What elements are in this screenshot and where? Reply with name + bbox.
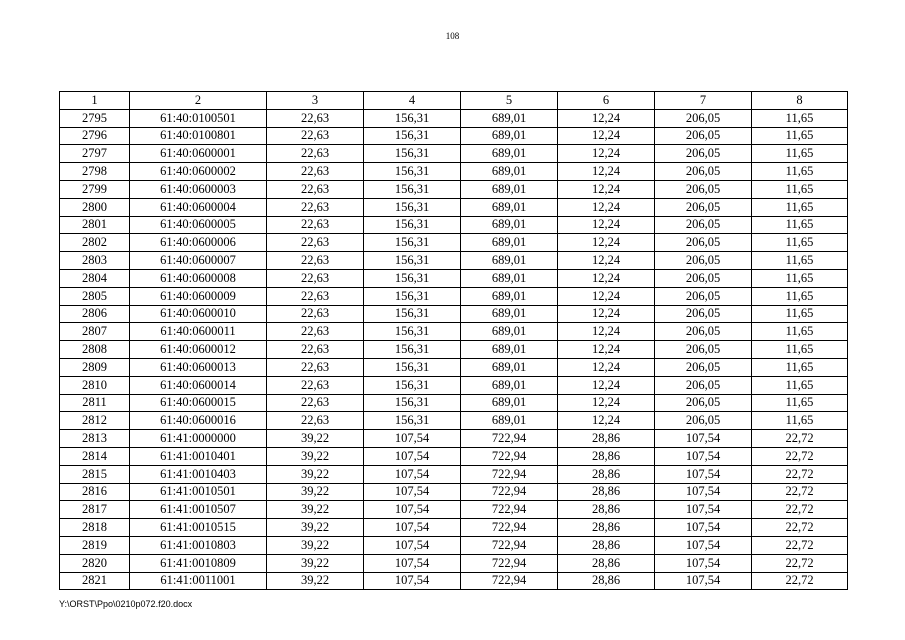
table-cell: 11,65 (752, 376, 848, 394)
table-cell: 12,24 (558, 163, 655, 181)
table-cell: 107,54 (364, 519, 461, 537)
table-cell: 156,31 (364, 145, 461, 163)
table-cell: 22,63 (267, 109, 364, 127)
table-cell: 722,94 (461, 554, 558, 572)
table-cell: 2801 (60, 216, 130, 234)
table-cell: 689,01 (461, 269, 558, 287)
table-cell: 22,72 (752, 572, 848, 590)
table-cell: 206,05 (655, 163, 752, 181)
table-cell: 61:40:0600014 (130, 376, 267, 394)
table-row (60, 572, 848, 590)
table-cell: 2800 (60, 198, 130, 216)
table-cell: 39,22 (267, 519, 364, 537)
table-cell: 39,22 (267, 483, 364, 501)
table-cell: 2798 (60, 163, 130, 181)
table-cell: 722,94 (461, 483, 558, 501)
table-row (60, 269, 848, 287)
table-row (60, 216, 848, 234)
table-cell: 61:40:0600007 (130, 252, 267, 270)
table-cell: 61:41:0010515 (130, 519, 267, 537)
table-cell: 12,24 (558, 269, 655, 287)
table-cell: 2809 (60, 358, 130, 376)
table-cell: 39,22 (267, 447, 364, 465)
table-cell: 22,63 (267, 163, 364, 181)
table-cell: 28,86 (558, 519, 655, 537)
table-cell: 39,22 (267, 572, 364, 590)
table-cell: 206,05 (655, 394, 752, 412)
table-cell: 22,63 (267, 252, 364, 270)
table-cell: 12,24 (558, 412, 655, 430)
table-cell: 689,01 (461, 376, 558, 394)
table-cell: 22,72 (752, 501, 848, 519)
table-cell: 12,24 (558, 216, 655, 234)
table-cell: 22,72 (752, 430, 848, 448)
table-cell: 22,72 (752, 465, 848, 483)
table-cell: 156,31 (364, 376, 461, 394)
table-cell: 689,01 (461, 109, 558, 127)
table-row (60, 394, 848, 412)
table-cell: 28,86 (558, 465, 655, 483)
table-cell: 689,01 (461, 287, 558, 305)
table-cell: 11,65 (752, 305, 848, 323)
footer-file-path: Y:\ORST\Ppo\0210p072.f20.docx (59, 599, 193, 609)
table-cell: 2807 (60, 323, 130, 341)
table-cell: 61:40:0600015 (130, 394, 267, 412)
table-cell: 2806 (60, 305, 130, 323)
table-cell: 11,65 (752, 198, 848, 216)
table-cell: 61:41:0011001 (130, 572, 267, 590)
table-row (60, 180, 848, 198)
table-cell: 107,54 (655, 483, 752, 501)
table-cell: 206,05 (655, 127, 752, 145)
table-cell: 22,63 (267, 412, 364, 430)
table-cell: 11,65 (752, 252, 848, 270)
table-cell: 722,94 (461, 447, 558, 465)
table-cell: 722,94 (461, 572, 558, 590)
table-row (60, 305, 848, 323)
table-cell: 722,94 (461, 519, 558, 537)
table-cell: 689,01 (461, 234, 558, 252)
table-row (60, 412, 848, 430)
table-cell: 39,22 (267, 554, 364, 572)
table-cell: 61:41:0010403 (130, 465, 267, 483)
table-cell: 11,65 (752, 323, 848, 341)
table-row (60, 447, 848, 465)
table-cell: 12,24 (558, 127, 655, 145)
table-row (60, 483, 848, 501)
table-cell: 22,63 (267, 287, 364, 305)
table-cell: 12,24 (558, 323, 655, 341)
table-cell: 11,65 (752, 127, 848, 145)
table-row (60, 554, 848, 572)
table-cell: 12,24 (558, 341, 655, 359)
table-cell: 107,54 (364, 483, 461, 501)
table-cell: 61:40:0600009 (130, 287, 267, 305)
table-cell: 206,05 (655, 234, 752, 252)
table-cell: 61:41:0010803 (130, 536, 267, 554)
header-row (60, 92, 848, 110)
table-cell: 22,63 (267, 394, 364, 412)
table-cell: 22,63 (267, 305, 364, 323)
table-cell: 206,05 (655, 412, 752, 430)
table-cell: 206,05 (655, 323, 752, 341)
table-cell: 156,31 (364, 216, 461, 234)
table-row (60, 145, 848, 163)
table-cell: 206,05 (655, 145, 752, 163)
table-row (60, 465, 848, 483)
table-cell: 107,54 (655, 465, 752, 483)
table-cell: 689,01 (461, 305, 558, 323)
table-cell: 11,65 (752, 180, 848, 198)
table-cell: 156,31 (364, 109, 461, 127)
table-row (60, 287, 848, 305)
column-header-3: 3 (267, 92, 364, 110)
table-cell: 61:40:0600003 (130, 180, 267, 198)
table-cell: 107,54 (655, 536, 752, 554)
table-cell: 11,65 (752, 234, 848, 252)
table-cell: 61:40:0600010 (130, 305, 267, 323)
table-cell: 2818 (60, 519, 130, 537)
table-cell: 61:40:0600001 (130, 145, 267, 163)
table-cell: 722,94 (461, 536, 558, 554)
table-body (60, 109, 848, 590)
table-cell: 2815 (60, 465, 130, 483)
table-cell: 12,24 (558, 305, 655, 323)
table-cell: 206,05 (655, 287, 752, 305)
table-cell: 206,05 (655, 252, 752, 270)
table-cell: 61:40:0600002 (130, 163, 267, 181)
table-cell: 2795 (60, 109, 130, 127)
table-cell: 22,63 (267, 145, 364, 163)
table-cell: 12,24 (558, 358, 655, 376)
table-cell: 689,01 (461, 198, 558, 216)
table-cell: 61:40:0600004 (130, 198, 267, 216)
column-header-1: 1 (60, 92, 130, 110)
table-cell: 206,05 (655, 358, 752, 376)
table-cell: 12,24 (558, 234, 655, 252)
table-cell: 11,65 (752, 412, 848, 430)
table-row (60, 252, 848, 270)
table-cell: 12,24 (558, 198, 655, 216)
table-cell: 107,54 (655, 554, 752, 572)
table-cell: 206,05 (655, 198, 752, 216)
table-cell: 61:40:0600005 (130, 216, 267, 234)
table-cell: 11,65 (752, 269, 848, 287)
table-cell: 107,54 (655, 447, 752, 465)
table-cell: 2816 (60, 483, 130, 501)
table-cell: 206,05 (655, 216, 752, 234)
column-header-4: 4 (364, 92, 461, 110)
table-cell: 206,05 (655, 341, 752, 359)
table-row (60, 323, 848, 341)
table-cell: 22,63 (267, 234, 364, 252)
column-header-5: 5 (461, 92, 558, 110)
table-cell: 156,31 (364, 180, 461, 198)
table-cell: 722,94 (461, 501, 558, 519)
table-cell: 156,31 (364, 323, 461, 341)
table-cell: 61:40:0600012 (130, 341, 267, 359)
table-cell: 22,63 (267, 323, 364, 341)
column-header-2: 2 (130, 92, 267, 110)
table-cell: 689,01 (461, 163, 558, 181)
table-row (60, 430, 848, 448)
table-cell: 12,24 (558, 287, 655, 305)
table-cell: 2817 (60, 501, 130, 519)
table-cell: 689,01 (461, 127, 558, 145)
table-cell: 22,63 (267, 180, 364, 198)
table-cell: 156,31 (364, 358, 461, 376)
table-cell: 206,05 (655, 305, 752, 323)
table-cell: 22,72 (752, 447, 848, 465)
table-cell: 2812 (60, 412, 130, 430)
table-cell: 61:41:0000000 (130, 430, 267, 448)
table-cell: 689,01 (461, 341, 558, 359)
table-cell: 2813 (60, 430, 130, 448)
table-cell: 722,94 (461, 465, 558, 483)
table-cell: 689,01 (461, 323, 558, 341)
table-cell: 156,31 (364, 234, 461, 252)
table-cell: 28,86 (558, 447, 655, 465)
table-cell: 11,65 (752, 145, 848, 163)
table-cell: 156,31 (364, 287, 461, 305)
table-cell: 22,72 (752, 519, 848, 537)
table-cell: 22,72 (752, 554, 848, 572)
table-cell: 11,65 (752, 341, 848, 359)
table-cell: 689,01 (461, 358, 558, 376)
table-cell: 107,54 (364, 465, 461, 483)
table-header (60, 92, 848, 110)
table-cell: 28,86 (558, 572, 655, 590)
table-cell: 22,63 (267, 358, 364, 376)
table-cell: 722,94 (461, 430, 558, 448)
table-cell: 206,05 (655, 180, 752, 198)
table-cell: 689,01 (461, 145, 558, 163)
table-cell: 107,54 (655, 430, 752, 448)
table-cell: 156,31 (364, 127, 461, 145)
table-row (60, 341, 848, 359)
table-cell: 12,24 (558, 394, 655, 412)
table-cell: 2808 (60, 341, 130, 359)
table-cell: 689,01 (461, 216, 558, 234)
table-cell: 2821 (60, 572, 130, 590)
table-cell: 22,72 (752, 483, 848, 501)
table-cell: 61:41:0010401 (130, 447, 267, 465)
table-cell: 2820 (60, 554, 130, 572)
table-cell: 39,22 (267, 536, 364, 554)
data-table (59, 91, 848, 590)
table-cell: 107,54 (364, 501, 461, 519)
table-cell: 61:40:0600013 (130, 358, 267, 376)
table-cell: 107,54 (364, 536, 461, 554)
table-cell: 2805 (60, 287, 130, 305)
table-cell: 2811 (60, 394, 130, 412)
table-cell: 61:41:0010507 (130, 501, 267, 519)
table-cell: 107,54 (364, 447, 461, 465)
table-cell: 206,05 (655, 109, 752, 127)
column-header-6: 6 (558, 92, 655, 110)
table-cell: 61:40:0100801 (130, 127, 267, 145)
table-cell: 11,65 (752, 287, 848, 305)
table-row (60, 198, 848, 216)
table-cell: 61:40:0100501 (130, 109, 267, 127)
table-cell: 156,31 (364, 269, 461, 287)
table-cell: 156,31 (364, 305, 461, 323)
table-cell: 156,31 (364, 394, 461, 412)
table-row (60, 127, 848, 145)
table-cell: 28,86 (558, 430, 655, 448)
table-cell: 61:40:0600011 (130, 323, 267, 341)
table-cell: 61:40:0600016 (130, 412, 267, 430)
table-cell: 2804 (60, 269, 130, 287)
table-cell: 12,24 (558, 252, 655, 270)
table-cell: 61:41:0010809 (130, 554, 267, 572)
table-cell: 11,65 (752, 109, 848, 127)
table-cell: 156,31 (364, 341, 461, 359)
table-row (60, 234, 848, 252)
table-cell: 22,63 (267, 269, 364, 287)
page-number: 108 (445, 31, 460, 41)
table-cell: 28,86 (558, 501, 655, 519)
table-cell: 107,54 (655, 501, 752, 519)
table-cell: 107,54 (655, 519, 752, 537)
table-cell: 11,65 (752, 358, 848, 376)
table-cell: 2799 (60, 180, 130, 198)
table-cell: 2810 (60, 376, 130, 394)
table-cell: 12,24 (558, 180, 655, 198)
table-cell: 12,24 (558, 109, 655, 127)
table-cell: 206,05 (655, 376, 752, 394)
table-cell: 39,22 (267, 501, 364, 519)
table-row (60, 501, 848, 519)
table-cell: 22,63 (267, 376, 364, 394)
table-row (60, 358, 848, 376)
table-row (60, 163, 848, 181)
table-cell: 11,65 (752, 163, 848, 181)
table-cell: 2819 (60, 536, 130, 554)
table-cell: 28,86 (558, 536, 655, 554)
table-row (60, 536, 848, 554)
table-cell: 22,63 (267, 216, 364, 234)
table-cell: 61:40:0600008 (130, 269, 267, 287)
table-cell: 2814 (60, 447, 130, 465)
table-cell: 107,54 (364, 430, 461, 448)
table-cell: 12,24 (558, 145, 655, 163)
table-cell: 11,65 (752, 216, 848, 234)
table-cell: 22,63 (267, 198, 364, 216)
table-cell: 2802 (60, 234, 130, 252)
table-cell: 12,24 (558, 376, 655, 394)
table-cell: 28,86 (558, 554, 655, 572)
table-cell: 156,31 (364, 163, 461, 181)
table-cell: 22,63 (267, 341, 364, 359)
table-cell: 28,86 (558, 483, 655, 501)
table-cell: 107,54 (364, 572, 461, 590)
column-header-8: 8 (752, 92, 848, 110)
table-cell: 156,31 (364, 252, 461, 270)
table-cell: 22,72 (752, 536, 848, 554)
table-cell: 2803 (60, 252, 130, 270)
column-header-7: 7 (655, 92, 752, 110)
table-cell: 689,01 (461, 252, 558, 270)
table-cell: 689,01 (461, 412, 558, 430)
table-row (60, 519, 848, 537)
table-cell: 689,01 (461, 180, 558, 198)
table-cell: 107,54 (655, 572, 752, 590)
table-cell: 206,05 (655, 269, 752, 287)
table-cell: 11,65 (752, 394, 848, 412)
table-cell: 2796 (60, 127, 130, 145)
table-cell: 39,22 (267, 430, 364, 448)
table-cell: 156,31 (364, 412, 461, 430)
table-cell: 61:41:0010501 (130, 483, 267, 501)
table-row (60, 376, 848, 394)
table-cell: 22,63 (267, 127, 364, 145)
table-cell: 156,31 (364, 198, 461, 216)
table-cell: 107,54 (364, 554, 461, 572)
table-cell: 689,01 (461, 394, 558, 412)
table-row (60, 109, 848, 127)
table-cell: 2797 (60, 145, 130, 163)
table-cell: 61:40:0600006 (130, 234, 267, 252)
table-cell: 39,22 (267, 465, 364, 483)
